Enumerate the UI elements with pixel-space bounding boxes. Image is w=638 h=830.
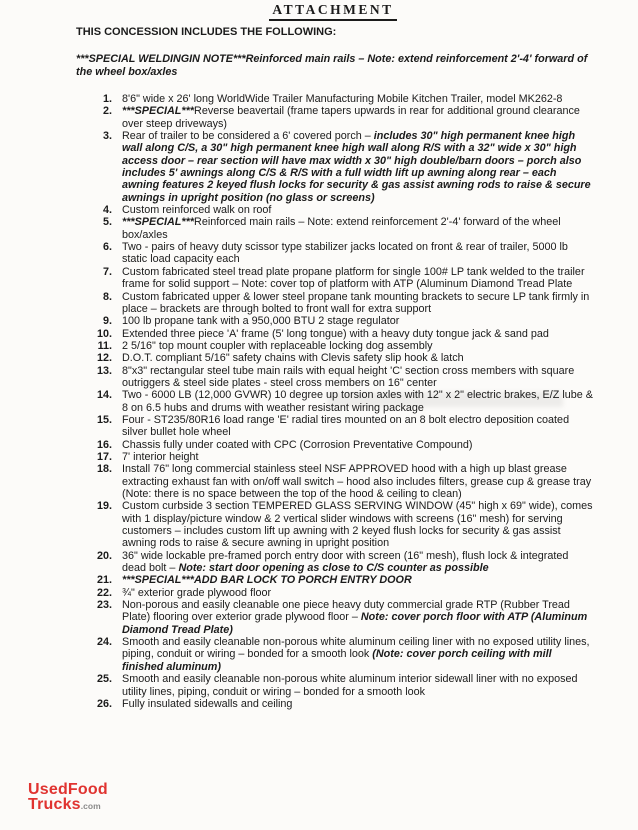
item-text xyxy=(122,389,594,414)
item-number: 7. xyxy=(102,265,112,278)
item-number: 12. xyxy=(96,352,112,365)
item-number: 24. xyxy=(96,636,112,649)
item-number: 5. xyxy=(102,216,112,229)
spec-item xyxy=(86,365,594,390)
spec-item xyxy=(86,414,594,439)
item-number: 3. xyxy=(102,130,112,143)
intro-heading: THIS CONCESSION INCLUDES THE FOLLOWING: xyxy=(76,26,337,38)
item-number: 20. xyxy=(96,549,112,562)
plain-text: Two - pairs of heavy duty scissor type stabilizer jacks located on front & rear of trailer, 5000 lb static load capacity each xyxy=(122,241,568,266)
emphasized-text: ***SPECIAL*** xyxy=(122,105,195,118)
item-text xyxy=(122,241,594,266)
item-number: 17. xyxy=(96,450,112,463)
item-number: 10. xyxy=(96,327,112,340)
plain-text: Fully insulated sidewalls and ceiling xyxy=(122,697,293,710)
spec-item xyxy=(86,130,594,204)
item-number: 26. xyxy=(96,697,112,710)
special-welding-note: ***SPECIAL WELDINGIN NOTE***Reinforced main rails – Note: extend reinforcement 2'-4' forward of the wheel box/axles xyxy=(76,53,588,78)
item-text xyxy=(122,340,594,352)
plain-text: Non-porous and easily cleanable one piece heavy duty commercial grade RTP (Rubber Tread Plate) flooring over exterior grade plywood floor – xyxy=(122,599,570,624)
spec-item xyxy=(86,216,594,241)
item-number: 21. xyxy=(96,574,112,587)
plain-text: Chassis fully under coated with CPC (Corrosion Preventative Compound) xyxy=(122,438,473,451)
emphasized-text: ***SPECIAL***ADD BAR LOCK TO PORCH ENTRY DOOR xyxy=(122,574,412,587)
spec-item xyxy=(86,636,594,673)
watermark-line1: UsedFood xyxy=(28,781,108,798)
emphasized-text: Note: start door opening as close to C/S counter as possible xyxy=(178,562,489,575)
item-text xyxy=(122,599,594,636)
spec-item xyxy=(86,463,594,500)
item-text xyxy=(122,130,594,204)
spec-item xyxy=(86,451,594,463)
item-text xyxy=(122,315,594,327)
plain-text: ¾" exterior grade plywood floor xyxy=(122,586,272,599)
spec-item xyxy=(86,574,594,586)
item-text xyxy=(122,328,594,340)
spec-item xyxy=(86,698,594,710)
item-number: 4. xyxy=(102,204,112,217)
plain-text: 36" wide lockable pre-framed porch entry door with screen (16" mesh), flush lock & integrated dead bolt – xyxy=(122,549,569,575)
page-title: ATTACHMENT xyxy=(269,2,396,21)
watermark-line2 xyxy=(28,797,108,814)
spec-item xyxy=(86,315,594,327)
plain-text: 7' interior height xyxy=(122,450,199,463)
item-text xyxy=(122,574,594,586)
plain-text: Four - ST235/80R16 load range 'E' radial tires mounted on an 8 bolt electro deposition coated silver bullet hole wheel xyxy=(122,413,570,439)
item-number: 8. xyxy=(102,290,112,303)
spec-item xyxy=(86,328,594,340)
item-number: 25. xyxy=(96,673,112,686)
item-text xyxy=(122,93,594,105)
item-text xyxy=(122,204,594,216)
item-number: 13. xyxy=(96,364,112,377)
spec-item xyxy=(86,204,594,216)
spec-item xyxy=(86,500,594,549)
item-number: 1. xyxy=(102,93,112,105)
plain-text: Custom fabricated upper & lower steel propane tank mounting brackets to secure LP tank firmly in place – brackets are through bolted to front wall for extra support xyxy=(122,290,590,315)
usedfoodtrucks-watermark xyxy=(28,782,108,814)
item-text xyxy=(122,550,594,575)
item-text xyxy=(122,414,594,439)
plain-text: 8"x3" rectangular steel tube main rails with equal height 'C' section cross members with square outriggers & steel side plates - steel cross members on 16" center xyxy=(122,364,575,389)
spec-item xyxy=(86,439,594,451)
plain-text: 2 5/16" top mount coupler with replaceable locking dog assembly xyxy=(122,339,433,352)
item-text xyxy=(122,291,594,316)
plain-text: Smooth and easily cleanable non-porous white aluminum ceiling liner with no exposed utility lines, piping, conduit or wiring – bonded for a smooth look xyxy=(122,636,590,661)
emphasized-text: Note: cover porch floor with ATP (Aluminum Diamond Tread Plate) xyxy=(122,611,588,636)
plain-text: Two - 6000 LB (12,000 GVWR) 10 degree up torsion axles with 12" x 2" electric brakes, E/Z lube & 8 on 6.5 hubs and drums with weather resistant wiring package xyxy=(122,389,593,414)
item-text xyxy=(122,587,594,599)
plain-text: 8'6" wide x 26' long WorldWide Trailer Manufacturing Mobile Kitchen Trailer, model MK262-8 xyxy=(122,93,563,105)
item-number: 16. xyxy=(96,438,112,451)
plain-text: Custom reinforced walk on roof xyxy=(122,204,272,217)
title-row xyxy=(0,1,638,21)
item-text xyxy=(122,365,594,390)
item-text xyxy=(122,673,594,698)
item-text xyxy=(122,698,594,710)
emphasized-text: ***SPECIAL*** xyxy=(122,216,195,229)
item-number: 2. xyxy=(102,105,112,118)
spec-list xyxy=(86,93,594,710)
plain-text: Reinforced main rails – Note: extend reinforcement 2'-4' forward of the wheel box/axles xyxy=(122,216,561,241)
plain-text: Install 76" long commercial stainless steel NSF APPROVED hood with a high up blast grease extracting exhaust fan with on/off wall switch – hood also includes filters, grease cup & grease tray (Note: there is no space between the top of the hood & ceiling to clean) xyxy=(122,463,592,500)
spec-item xyxy=(86,291,594,316)
plain-text: Custom fabricated steel tread plate propane platform for single 100# LP tank welded to the trailer frame for solid support – Note: cover top of platform with ATP (Aluminum Diamond Tread Plate xyxy=(122,265,585,291)
watermark-trucks-text: Trucks xyxy=(28,796,81,813)
plain-text: Reverse beavertail (frame tapers upwards in rear for additional ground clearance over steep driveways) xyxy=(122,105,580,130)
item-number: 18. xyxy=(96,463,112,476)
spec-item xyxy=(86,599,594,636)
spec-item xyxy=(86,550,594,575)
item-number: 23. xyxy=(96,599,112,612)
plain-text: 100 lb propane tank with a 950,000 BTU 2 stage regulator xyxy=(122,315,400,328)
item-text xyxy=(122,636,594,673)
item-text xyxy=(122,439,594,451)
spec-item xyxy=(86,241,594,266)
spec-item xyxy=(86,389,594,414)
plain-text: Rear of trailer to be considered a 6' covered porch – xyxy=(122,130,374,143)
spec-item xyxy=(86,340,594,352)
emphasized-text: (Note: cover porch ceiling with mill finished aluminum) xyxy=(122,648,552,673)
item-number: 9. xyxy=(102,315,112,328)
item-text xyxy=(122,216,594,241)
item-text xyxy=(122,500,594,549)
item-text xyxy=(122,463,594,500)
plain-text: Extended three piece 'A' frame (5' long tongue) with a heavy duty tongue jack & sand pad xyxy=(122,327,549,340)
plain-text: Smooth and easily cleanable non-porous white aluminum interior sidewall liner with no exposed utility lines, piping, conduit or wiring – bonded for a smooth look xyxy=(122,673,578,698)
item-number: 15. xyxy=(96,413,112,426)
spec-item xyxy=(86,587,594,599)
watermark-dotcom-text: .com xyxy=(80,801,101,811)
spec-item xyxy=(86,266,594,291)
item-text xyxy=(122,105,594,130)
plain-text: D.O.T. compliant 5/16" safety chains with Clevis safety slip hook & latch xyxy=(122,352,464,365)
spec-item xyxy=(86,673,594,698)
spec-item xyxy=(86,93,594,105)
item-text xyxy=(122,451,594,463)
item-number: 19. xyxy=(96,500,112,513)
item-text xyxy=(122,266,594,291)
emphasized-text: includes 30" high permanent knee high wall along C/S, a 30" high permanent knee high wall along R/S with a 32" wide x 30" high access door – rear section will have max width x 30" high double/barn doors – porch also includes 5' awnings along C/S & R/S with a full width lift up awning along rear – each awning features 2 keyed flush locks for security & gas assist awning rods to raise & secure awnings in upright position (no glass or screens) xyxy=(122,130,591,204)
spec-item xyxy=(86,352,594,364)
item-number: 11. xyxy=(97,339,112,352)
spec-item xyxy=(86,105,594,130)
item-number: 6. xyxy=(102,241,112,254)
plain-text: Custom curbside 3 section TEMPERED GLASS SERVING WINDOW (45" high x 69" wide), comes with 1 display/picture window & 2 vertical slider windows with screens (16" mesh) for serving customers – includes custom lift up awning with 2 keyed flush locks for security & gas assist awning rods to raise & secure awning in upright position xyxy=(122,500,593,550)
item-number: 14. xyxy=(96,389,112,402)
item-number: 22. xyxy=(96,586,112,599)
item-text xyxy=(122,352,594,364)
